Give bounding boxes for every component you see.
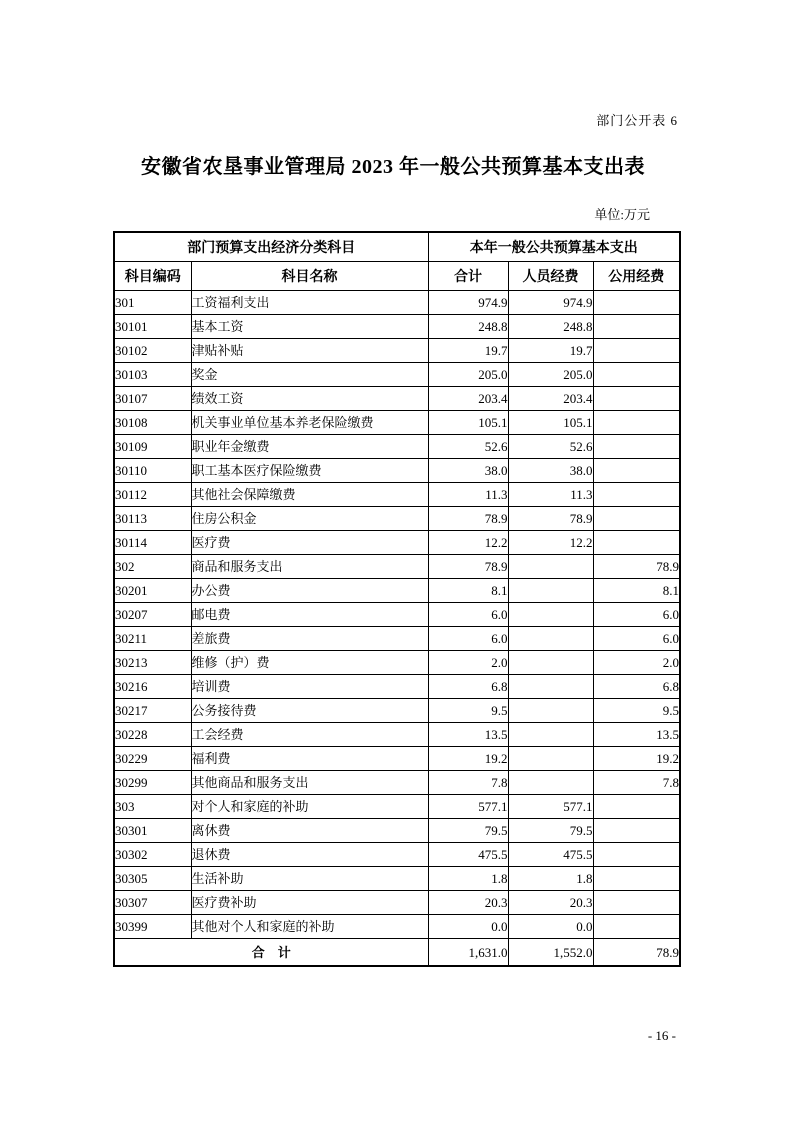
subject-name-cell: 福利费 xyxy=(191,747,428,771)
subject-code-cell: 30307 xyxy=(114,891,191,915)
personnel-value-cell xyxy=(508,699,593,723)
public-value-cell: 19.2 xyxy=(593,747,680,771)
table-row xyxy=(114,291,680,315)
personnel-value-cell xyxy=(508,627,593,651)
column-header-row xyxy=(114,262,680,291)
subject-name-cell: 工资福利支出 xyxy=(191,291,428,315)
table-row xyxy=(114,363,680,387)
personnel-value-cell xyxy=(508,723,593,747)
subject-code-cell: 30101 xyxy=(114,315,191,339)
table-row xyxy=(114,339,680,363)
subject-name-cell: 维修（护）费 xyxy=(191,651,428,675)
personnel-value-cell: 577.1 xyxy=(508,795,593,819)
public-value-cell xyxy=(593,891,680,915)
total-value-cell: 78.9 xyxy=(428,555,508,579)
subject-code-cell: 30112 xyxy=(114,483,191,507)
subject-name-cell: 生活补助 xyxy=(191,867,428,891)
total-value-cell: 11.3 xyxy=(428,483,508,507)
table-row xyxy=(114,843,680,867)
subject-name-cell: 津贴补贴 xyxy=(191,339,428,363)
total-value-cell: 2.0 xyxy=(428,651,508,675)
total-value-cell: 38.0 xyxy=(428,459,508,483)
budget-table xyxy=(113,231,681,967)
total-row xyxy=(114,939,680,967)
table-row xyxy=(114,411,680,435)
subject-code-cell: 30110 xyxy=(114,459,191,483)
total-value-cell: 6.0 xyxy=(428,603,508,627)
subject-name-cell: 绩效工资 xyxy=(191,387,428,411)
personnel-value-cell xyxy=(508,555,593,579)
personnel-value-cell: 12.2 xyxy=(508,531,593,555)
personnel-value-cell: 38.0 xyxy=(508,459,593,483)
table-row xyxy=(114,891,680,915)
subject-name-cell: 职业年金缴费 xyxy=(191,435,428,459)
col-header-public: 公用经费 xyxy=(593,262,680,291)
total-value-cell: 52.6 xyxy=(428,435,508,459)
personnel-value-cell: 974.9 xyxy=(508,291,593,315)
personnel-value-cell: 0.0 xyxy=(508,915,593,939)
public-value-cell xyxy=(593,363,680,387)
subject-name-cell: 机关事业单位基本养老保险缴费 xyxy=(191,411,428,435)
personnel-value-cell: 20.3 xyxy=(508,891,593,915)
public-value-cell: 13.5 xyxy=(593,723,680,747)
public-value-cell xyxy=(593,411,680,435)
table-row xyxy=(114,747,680,771)
total-value-cell: 6.8 xyxy=(428,675,508,699)
table-row xyxy=(114,603,680,627)
table-row xyxy=(114,459,680,483)
table-row xyxy=(114,915,680,939)
subject-code-cell: 30107 xyxy=(114,387,191,411)
public-value-cell: 9.5 xyxy=(593,699,680,723)
public-value-cell xyxy=(593,867,680,891)
table-row xyxy=(114,579,680,603)
personnel-value-cell: 205.0 xyxy=(508,363,593,387)
subject-name-cell: 其他对个人和家庭的补助 xyxy=(191,915,428,939)
table-row xyxy=(114,795,680,819)
total-value-cell: 13.5 xyxy=(428,723,508,747)
total-value-cell: 205.0 xyxy=(428,363,508,387)
subject-code-cell: 30207 xyxy=(114,603,191,627)
public-value-cell xyxy=(593,291,680,315)
page-number: - 16 - xyxy=(647,1028,676,1043)
subject-code-cell: 30299 xyxy=(114,771,191,795)
total-value-cell: 203.4 xyxy=(428,387,508,411)
total-value-cell: 577.1 xyxy=(428,795,508,819)
col-header-total: 合计 xyxy=(428,262,508,291)
table-row xyxy=(114,435,680,459)
total-value-cell: 105.1 xyxy=(428,411,508,435)
subject-code-cell: 30301 xyxy=(114,819,191,843)
total-value-cell: 79.5 xyxy=(428,819,508,843)
personnel-value-cell xyxy=(508,771,593,795)
subject-code-cell: 303 xyxy=(114,795,191,819)
subject-code-cell: 302 xyxy=(114,555,191,579)
public-value-cell xyxy=(593,387,680,411)
table-row xyxy=(114,483,680,507)
total-public-value: 78.9 xyxy=(593,939,680,967)
personnel-value-cell xyxy=(508,747,593,771)
subject-code-cell: 30229 xyxy=(114,747,191,771)
subject-name-cell: 退休费 xyxy=(191,843,428,867)
table-row xyxy=(114,531,680,555)
subject-name-cell: 办公费 xyxy=(191,579,428,603)
public-value-cell: 6.8 xyxy=(593,675,680,699)
total-label: 合 计 xyxy=(114,939,428,967)
group-header-left: 部门预算支出经济分类科目 xyxy=(114,232,428,262)
doc-label: 部门公开表 6 xyxy=(596,113,678,128)
personnel-value-cell: 11.3 xyxy=(508,483,593,507)
public-value-cell: 7.8 xyxy=(593,771,680,795)
group-header-row xyxy=(114,232,680,262)
public-value-cell xyxy=(593,843,680,867)
table-row xyxy=(114,771,680,795)
table-row xyxy=(114,627,680,651)
personnel-value-cell: 1.8 xyxy=(508,867,593,891)
total-value-cell: 248.8 xyxy=(428,315,508,339)
table-row xyxy=(114,555,680,579)
public-value-cell xyxy=(593,315,680,339)
total-value-cell: 78.9 xyxy=(428,507,508,531)
total-value-cell: 9.5 xyxy=(428,699,508,723)
subject-name-cell: 培训费 xyxy=(191,675,428,699)
subject-code-cell: 30305 xyxy=(114,867,191,891)
subject-code-cell: 301 xyxy=(114,291,191,315)
public-value-cell: 78.9 xyxy=(593,555,680,579)
public-value-cell xyxy=(593,915,680,939)
subject-name-cell: 医疗费 xyxy=(191,531,428,555)
subject-name-cell: 其他社会保障缴费 xyxy=(191,483,428,507)
subject-name-cell: 商品和服务支出 xyxy=(191,555,428,579)
subject-name-cell: 住房公积金 xyxy=(191,507,428,531)
public-value-cell: 8.1 xyxy=(593,579,680,603)
public-value-cell xyxy=(593,531,680,555)
personnel-value-cell: 203.4 xyxy=(508,387,593,411)
public-value-cell: 6.0 xyxy=(593,627,680,651)
public-value-cell: 6.0 xyxy=(593,603,680,627)
table-row xyxy=(114,387,680,411)
table-row xyxy=(114,315,680,339)
col-header-name: 科目名称 xyxy=(191,262,428,291)
subject-code-cell: 30114 xyxy=(114,531,191,555)
total-value-cell: 0.0 xyxy=(428,915,508,939)
table-body xyxy=(114,291,680,939)
total-value-cell: 6.0 xyxy=(428,627,508,651)
total-value-cell: 19.7 xyxy=(428,339,508,363)
total-value-cell: 7.8 xyxy=(428,771,508,795)
subject-code-cell: 30302 xyxy=(114,843,191,867)
table-row xyxy=(114,651,680,675)
public-value-cell xyxy=(593,507,680,531)
public-value-cell xyxy=(593,795,680,819)
personnel-value-cell: 52.6 xyxy=(508,435,593,459)
total-sum-value: 1,631.0 xyxy=(428,939,508,967)
subject-code-cell: 30201 xyxy=(114,579,191,603)
subject-name-cell: 基本工资 xyxy=(191,315,428,339)
personnel-value-cell: 248.8 xyxy=(508,315,593,339)
table-row xyxy=(114,507,680,531)
subject-name-cell: 公务接待费 xyxy=(191,699,428,723)
subject-code-cell: 30102 xyxy=(114,339,191,363)
subject-code-cell: 30211 xyxy=(114,627,191,651)
subject-name-cell: 对个人和家庭的补助 xyxy=(191,795,428,819)
public-value-cell xyxy=(593,459,680,483)
total-value-cell: 12.2 xyxy=(428,531,508,555)
table-row xyxy=(114,723,680,747)
personnel-value-cell xyxy=(508,579,593,603)
subject-code-cell: 30399 xyxy=(114,915,191,939)
public-value-cell xyxy=(593,339,680,363)
page-title: 安徽省农垦事业管理局 2023 年一般公共预算基本支出表 xyxy=(141,156,645,178)
personnel-value-cell xyxy=(508,651,593,675)
col-header-personnel: 人员经费 xyxy=(508,262,593,291)
total-value-cell: 475.5 xyxy=(428,843,508,867)
subject-code-cell: 30108 xyxy=(114,411,191,435)
total-value-cell: 20.3 xyxy=(428,891,508,915)
budget-expenditure-table xyxy=(113,231,681,967)
public-value-cell: 2.0 xyxy=(593,651,680,675)
subject-code-cell: 30113 xyxy=(114,507,191,531)
table-row xyxy=(114,819,680,843)
personnel-value-cell: 78.9 xyxy=(508,507,593,531)
subject-name-cell: 医疗费补助 xyxy=(191,891,428,915)
total-value-cell: 19.2 xyxy=(428,747,508,771)
public-value-cell xyxy=(593,819,680,843)
subject-code-cell: 30228 xyxy=(114,723,191,747)
group-header-right: 本年一般公共预算基本支出 xyxy=(428,232,680,262)
subject-code-cell: 30216 xyxy=(114,675,191,699)
table-row xyxy=(114,867,680,891)
subject-name-cell: 差旅费 xyxy=(191,627,428,651)
subject-name-cell: 奖金 xyxy=(191,363,428,387)
personnel-value-cell: 475.5 xyxy=(508,843,593,867)
personnel-value-cell: 19.7 xyxy=(508,339,593,363)
total-value-cell: 974.9 xyxy=(428,291,508,315)
personnel-value-cell xyxy=(508,603,593,627)
subject-name-cell: 离休费 xyxy=(191,819,428,843)
total-value-cell: 8.1 xyxy=(428,579,508,603)
subject-name-cell: 其他商品和服务支出 xyxy=(191,771,428,795)
public-value-cell xyxy=(593,483,680,507)
subject-code-cell: 30103 xyxy=(114,363,191,387)
table-row xyxy=(114,699,680,723)
subject-name-cell: 工会经费 xyxy=(191,723,428,747)
total-personnel-value: 1,552.0 xyxy=(508,939,593,967)
subject-name-cell: 邮电费 xyxy=(191,603,428,627)
personnel-value-cell: 79.5 xyxy=(508,819,593,843)
subject-code-cell: 30109 xyxy=(114,435,191,459)
col-header-code: 科目编码 xyxy=(114,262,191,291)
subject-code-cell: 30217 xyxy=(114,699,191,723)
table-row xyxy=(114,675,680,699)
personnel-value-cell xyxy=(508,675,593,699)
personnel-value-cell: 105.1 xyxy=(508,411,593,435)
public-value-cell xyxy=(593,435,680,459)
total-value-cell: 1.8 xyxy=(428,867,508,891)
subject-name-cell: 职工基本医疗保险缴费 xyxy=(191,459,428,483)
subject-code-cell: 30213 xyxy=(114,651,191,675)
unit-label: 单位:万元 xyxy=(594,207,650,222)
